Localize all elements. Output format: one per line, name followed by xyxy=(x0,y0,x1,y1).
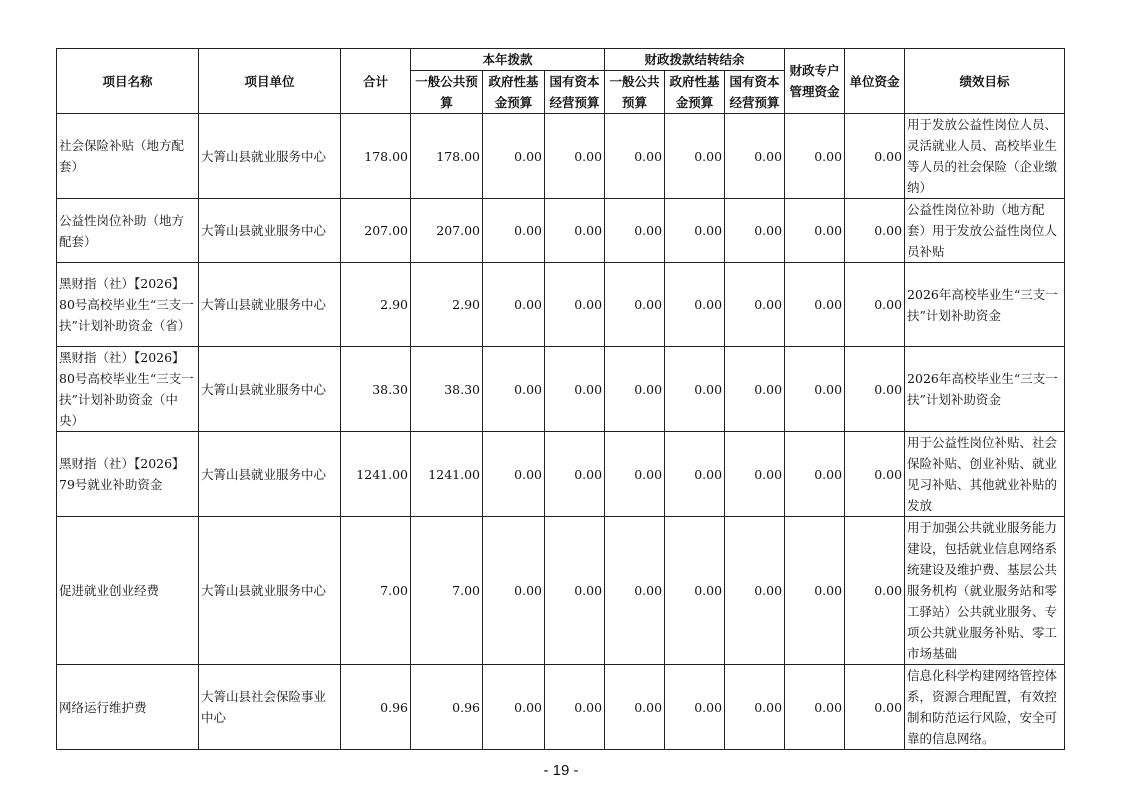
project-name-cell: 公益性岗位补助（地方配套） xyxy=(57,199,199,263)
cy-gov-fund-cell: 0.00 xyxy=(483,517,545,665)
performance-goal-cell: 用于加强公共就业服务能力建设，包括就业信息网络系统建设及维护费、基层公共服务机构（就业服务站和零工驿站）公共就业服务、专项公共就业服务补贴、零工市场基础 xyxy=(905,517,1065,665)
page-number: - 19 - xyxy=(543,762,579,779)
co-state-capital-cell: 0.00 xyxy=(725,517,785,665)
header-co-state-capital: 国有资本经营预算 xyxy=(725,71,785,114)
special-fund-cell: 0.00 xyxy=(785,199,845,263)
header-co-gov-fund: 政府性基金预算 xyxy=(665,71,725,114)
table-row xyxy=(57,114,1065,199)
unit-fund-cell: 0.00 xyxy=(845,199,905,263)
co-gov-fund-cell: 0.00 xyxy=(665,199,725,263)
header-project-name: 项目名称 xyxy=(57,49,199,114)
special-fund-cell: 0.00 xyxy=(785,114,845,199)
header-performance-goal: 绩效目标 xyxy=(905,49,1065,114)
performance-goal-cell: 2026年高校毕业生“三支一扶”计划补助资金 xyxy=(905,347,1065,432)
co-state-capital-cell: 0.00 xyxy=(725,432,785,517)
co-gov-fund-cell: 0.00 xyxy=(665,432,725,517)
cy-gov-fund-cell: 0.00 xyxy=(483,263,545,347)
total-cell: 2.90 xyxy=(341,263,411,347)
project-name-cell: 网络运行维护费 xyxy=(57,665,199,750)
performance-goal-cell: 用于发放公益性岗位人员、灵活就业人员、高校毕业生等人员的社会保险（企业缴纳） xyxy=(905,114,1065,199)
co-general-cell: 0.00 xyxy=(605,347,665,432)
special-fund-cell: 0.00 xyxy=(785,432,845,517)
total-cell: 0.96 xyxy=(341,665,411,750)
co-general-cell: 0.00 xyxy=(605,263,665,347)
total-cell: 7.00 xyxy=(341,517,411,665)
project-unit-cell: 大箐山县就业服务中心 xyxy=(199,199,341,263)
header-special-fund: 财政专户管理资金 xyxy=(785,49,845,114)
project-name-cell: 社会保险补贴（地方配套） xyxy=(57,114,199,199)
cy-state-capital-cell: 0.00 xyxy=(545,432,605,517)
co-state-capital-cell: 0.00 xyxy=(725,665,785,750)
project-unit-cell: 大箐山县就业服务中心 xyxy=(199,263,341,347)
cy-gov-fund-cell: 0.00 xyxy=(483,347,545,432)
total-cell: 178.00 xyxy=(341,114,411,199)
cy-state-capital-cell: 0.00 xyxy=(545,263,605,347)
table-row xyxy=(57,199,1065,263)
special-fund-cell: 0.00 xyxy=(785,517,845,665)
unit-fund-cell: 0.00 xyxy=(845,665,905,750)
co-state-capital-cell: 0.00 xyxy=(725,347,785,432)
cy-gov-fund-cell: 0.00 xyxy=(483,665,545,750)
special-fund-cell: 0.00 xyxy=(785,263,845,347)
performance-goal-cell: 用于公益性岗位补贴、社会保险补贴、创业补贴、就业见习补贴、其他就业补贴的发放 xyxy=(905,432,1065,517)
unit-fund-cell: 0.00 xyxy=(845,432,905,517)
unit-fund-cell: 0.00 xyxy=(845,517,905,665)
special-fund-cell: 0.00 xyxy=(785,347,845,432)
special-fund-cell: 0.00 xyxy=(785,665,845,750)
project-unit-cell: 大箐山县就业服务中心 xyxy=(199,114,341,199)
project-name-cell: 促进就业创业经费 xyxy=(57,517,199,665)
table-row xyxy=(57,517,1065,665)
project-name-cell: 黑财指（社）【2026】79号就业补助资金 xyxy=(57,432,199,517)
cy-state-capital-cell: 0.00 xyxy=(545,347,605,432)
total-cell: 1241.00 xyxy=(341,432,411,517)
co-state-capital-cell: 0.00 xyxy=(725,263,785,347)
unit-fund-cell: 0.00 xyxy=(845,263,905,347)
co-general-cell: 0.00 xyxy=(605,517,665,665)
cy-general-cell: 1241.00 xyxy=(411,432,483,517)
header-carryover: 财政拨款结转结余 xyxy=(605,49,785,71)
header-total: 合计 xyxy=(341,49,411,114)
project-name-cell: 黑财指（社）【2026】80号高校毕业生“三支一扶”计划补助资金（省） xyxy=(57,263,199,347)
budget-table xyxy=(56,48,1065,750)
cy-state-capital-cell: 0.00 xyxy=(545,517,605,665)
header-project-unit: 项目单位 xyxy=(199,49,341,114)
cy-general-cell: 7.00 xyxy=(411,517,483,665)
co-general-cell: 0.00 xyxy=(605,665,665,750)
header-cy-gov-fund: 政府性基金预算 xyxy=(483,71,545,114)
total-cell: 207.00 xyxy=(341,199,411,263)
unit-fund-cell: 0.00 xyxy=(845,347,905,432)
header-cy-state-capital: 国有资本经营预算 xyxy=(545,71,605,114)
co-general-cell: 0.00 xyxy=(605,114,665,199)
cy-state-capital-cell: 0.00 xyxy=(545,114,605,199)
cy-gov-fund-cell: 0.00 xyxy=(483,114,545,199)
co-general-cell: 0.00 xyxy=(605,432,665,517)
co-gov-fund-cell: 0.00 xyxy=(665,114,725,199)
project-name-cell: 黑财指（社）【2026】80号高校毕业生“三支一扶”计划补助资金（中央） xyxy=(57,347,199,432)
performance-goal-cell: 信息化科学构建网络管控体系，资源合理配置，有效控制和防范运行风险，安全可靠的信息网络。 xyxy=(905,665,1065,750)
cy-general-cell: 2.90 xyxy=(411,263,483,347)
cy-gov-fund-cell: 0.00 xyxy=(483,432,545,517)
header-co-general: 一般公共预算 xyxy=(605,71,665,114)
header-unit-fund: 单位资金 xyxy=(845,49,905,114)
cy-general-cell: 0.96 xyxy=(411,665,483,750)
co-gov-fund-cell: 0.00 xyxy=(665,517,725,665)
project-unit-cell: 大箐山县就业服务中心 xyxy=(199,517,341,665)
cy-general-cell: 178.00 xyxy=(411,114,483,199)
table-row xyxy=(57,432,1065,517)
co-state-capital-cell: 0.00 xyxy=(725,199,785,263)
total-cell: 38.30 xyxy=(341,347,411,432)
co-gov-fund-cell: 0.00 xyxy=(665,263,725,347)
unit-fund-cell: 0.00 xyxy=(845,114,905,199)
cy-general-cell: 38.30 xyxy=(411,347,483,432)
project-unit-cell: 大箐山县就业服务中心 xyxy=(199,347,341,432)
co-general-cell: 0.00 xyxy=(605,199,665,263)
performance-goal-cell: 公益性岗位补助（地方配套）用于发放公益性岗位人员补贴 xyxy=(905,199,1065,263)
project-unit-cell: 大箐山县就业服务中心 xyxy=(199,432,341,517)
performance-goal-cell: 2026年高校毕业生“三支一扶”计划补助资金 xyxy=(905,263,1065,347)
table-row xyxy=(57,263,1065,347)
cy-general-cell: 207.00 xyxy=(411,199,483,263)
co-state-capital-cell: 0.00 xyxy=(725,114,785,199)
cy-gov-fund-cell: 0.00 xyxy=(483,199,545,263)
co-gov-fund-cell: 0.00 xyxy=(665,665,725,750)
co-gov-fund-cell: 0.00 xyxy=(665,347,725,432)
table-row xyxy=(57,665,1065,750)
cy-state-capital-cell: 0.00 xyxy=(545,665,605,750)
table-row xyxy=(57,347,1065,432)
header-cy-general: 一般公共预算 xyxy=(411,71,483,114)
project-unit-cell: 大箐山县社会保险事业中心 xyxy=(199,665,341,750)
cy-state-capital-cell: 0.00 xyxy=(545,199,605,263)
header-current-year: 本年拨款 xyxy=(411,49,605,71)
